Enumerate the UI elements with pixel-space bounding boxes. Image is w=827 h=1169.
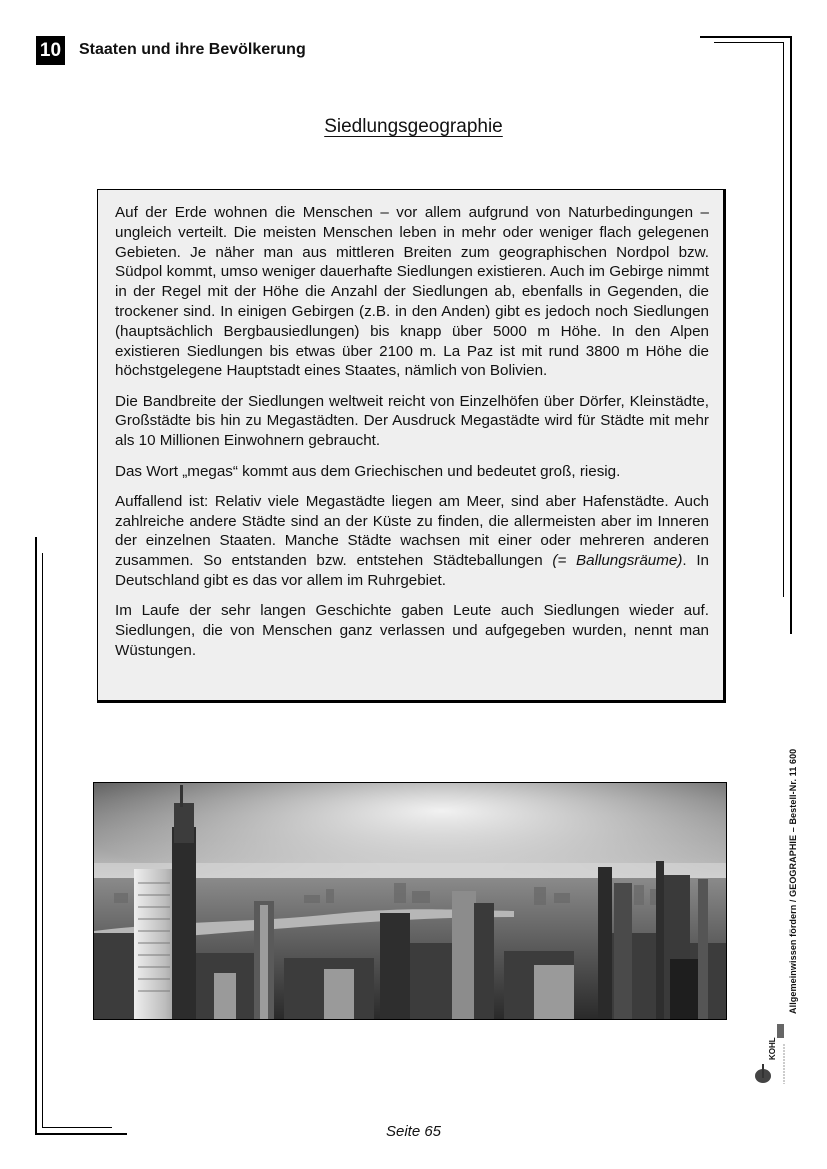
chapter-title: Staaten und ihre Bevölkerung [79, 41, 306, 58]
frame-line-left-inner [42, 553, 43, 1128]
document-title: Siedlungsgeographie [324, 116, 503, 137]
chapter-number-badge: 10 [36, 36, 65, 65]
tree-logo-icon [753, 1024, 787, 1086]
paragraph-3: Das Wort „megas“ kommt aus dem Griechischen und bedeutet groß, riesig. [115, 462, 621, 480]
skyline-illustration [94, 783, 726, 1019]
paragraph-1: Auf der Erde wohnen die Menschen – vor allem aufgrund von Naturbedingungen – ungleich verteilt. Die meisten Menschen leben in mehr oder weniger flach gelegenen Gebieten. Je näher man aus mittleren Breiten zum geographischen Nordpol bzw. Südpol kommt, umso weniger dauerhafte Siedlungen existieren. Auch im Gebirge nimmt in der Regel mit der Höhe die Anzahl der Siedlungen ab, ebenfalls in Gegenden, die trockener sind. In einigen Gebirgen (z.B. in den Anden) gibt es jedoch noch Siedlungen (hauptsächlich Bergbausiedlungen) bis knapp über 5000 m Höhe. In den Alpen existieren Siedlungen bis etwas über 2100 m. La Paz ist mit rund 3800 m Höhe die höchstgelegene Hauptstadt eines Staates, nämlich von Bolivien. [115, 204, 709, 380]
page-footer: Seite 65 [385, 1123, 442, 1140]
info-text-box [97, 189, 726, 703]
paragraph-2: Die Bandbreite der Siedlungen weltweit reicht von Einzelhöfen über Dörfer, Kleinstädte, Großstädte bis hin zu Megastädten. Der Ausdruck Megastädte wird für Städte mit mehr als 10 Millionen Einwohnern gebraucht. [115, 392, 709, 450]
publisher-order-info: Allgemeinwissen fördern / GEOGRAPHIE – Bestell-Nr. 11 600 [788, 748, 798, 1014]
paragraph-5: Im Laufe der sehr langen Geschichte gaben Leute auch Siedlungen wieder auf. Siedlungen, die von Menschen ganz verlassen und aufgegeben wurden, nennt man Wüstungen. [115, 602, 709, 659]
paragraph-4 [115, 492, 709, 591]
paragraph-4-italic: (= Ballungsräume) [552, 552, 683, 570]
publisher-logo [753, 1024, 787, 1086]
paragraph-4-text: Auffallend ist: Relativ viele Megastädte liegen am Meer, sind aber Hafenstädte. Auch zahlreiche andere Städte sind an der Küste zu finden, die allermeisten aber im Inneren der einzelnen Staaten. Manche Städte wachsen mit einer oder mehreren anderen zusammen. So entstanden bzw. entstehen Städteballungen [115, 492, 709, 570]
frame-line-top-right-inner [714, 42, 784, 43]
logo-wordmark: KOHL [768, 1037, 777, 1060]
frame-line-left-outer [35, 537, 37, 1135]
city-skyline-photo [93, 782, 727, 1020]
paragraph-4-text-end: . In Deutschland gibt es das vor allem im Ruhrgebiet. [115, 552, 710, 590]
frame-line-top-right-outer [700, 36, 792, 38]
